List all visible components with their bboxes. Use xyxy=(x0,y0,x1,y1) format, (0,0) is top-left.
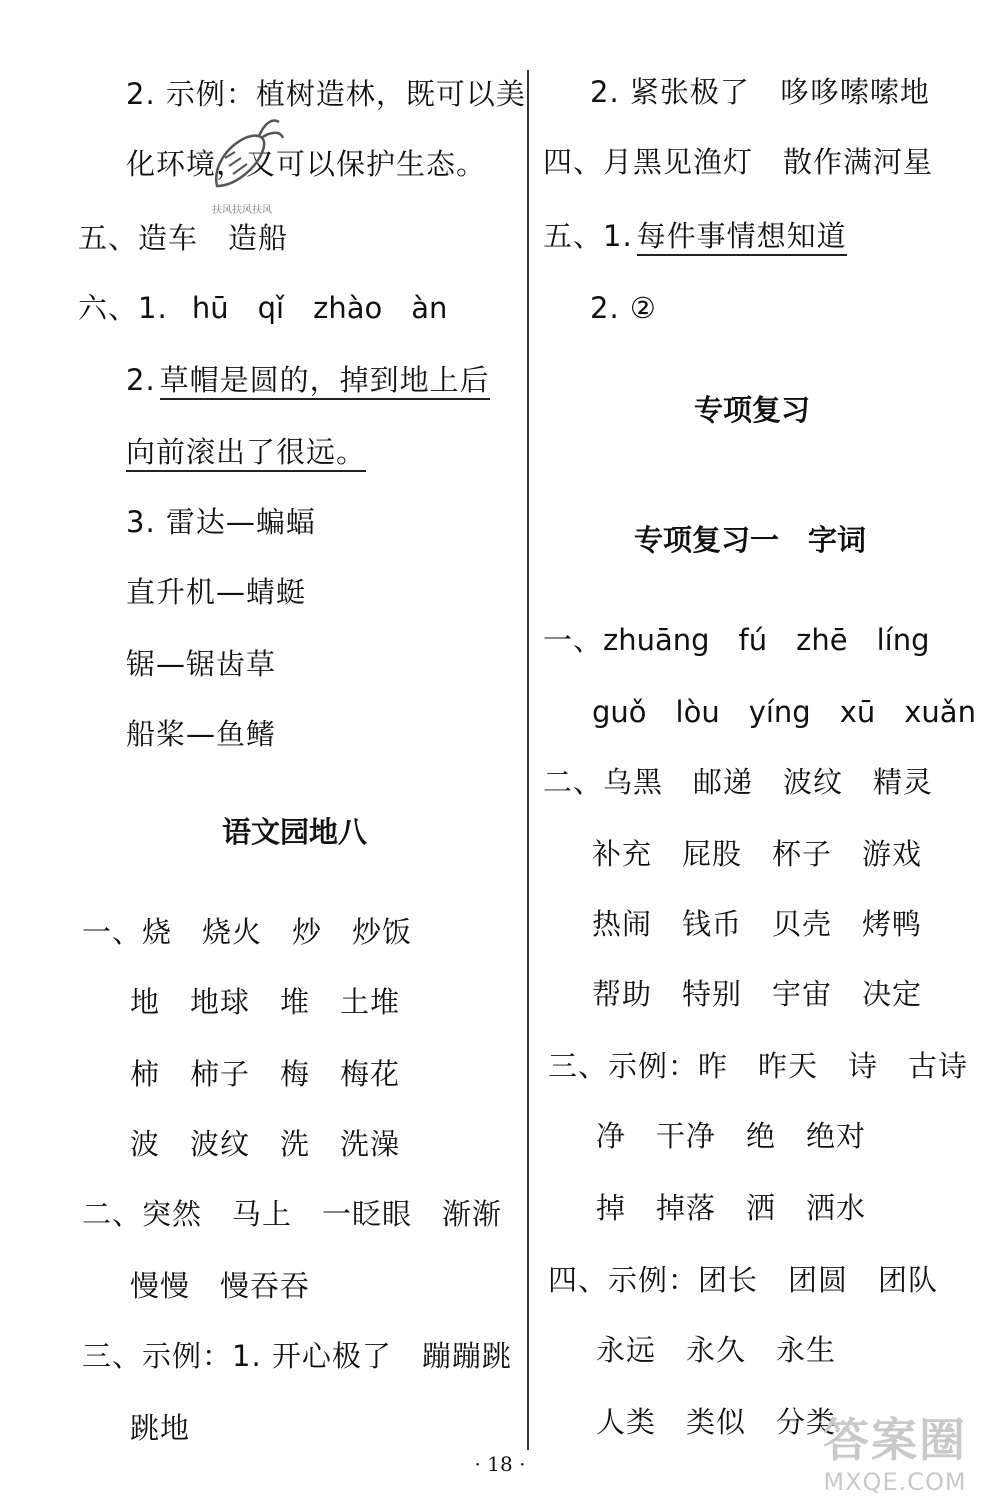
left-line-3: 五、造车 造船 xyxy=(78,221,289,255)
right-line-13: 掉 掉落 洒 洒水 xyxy=(596,1191,867,1225)
left-line-11: 一、烧 烧火 炒 炒饭 xyxy=(82,915,413,949)
left-line-4 xyxy=(78,288,447,328)
left-line-9: 锯—锯齿草 xyxy=(126,647,277,681)
pinyin-answers: hū qǐ zhào àn xyxy=(191,291,448,325)
section-heading-yuwen-yuandi-8: 语文园地八 xyxy=(222,815,368,849)
watermark-cn: 答案圈 xyxy=(823,1413,967,1467)
left-line-15: 二、突然 马上 一眨眼 渐渐 xyxy=(82,1197,503,1231)
right-line-9: 热闹 钱币 贝壳 烤鸭 xyxy=(592,907,923,941)
right-line-3 xyxy=(543,216,847,256)
right-line-4: 2. ② xyxy=(590,291,657,325)
pinyin-row-1: zhuāng fú zhē líng xyxy=(603,623,930,657)
pinyin-row-2: guǒ lòu yíng xū xuǎn xyxy=(592,695,976,729)
watermark-en: MXQE.COM xyxy=(823,1468,967,1496)
left-line-1: 2. 示例：植树造林，既可以美 xyxy=(126,77,526,111)
left-line-12: 地 地球 堆 土堆 xyxy=(130,985,401,1019)
right-line-10: 帮助 特别 宇宙 决定 xyxy=(592,977,923,1011)
left-line-5 xyxy=(126,360,490,400)
left-line-10: 船桨—鱼鳍 xyxy=(126,717,277,751)
right-line-12: 净 干净 绝 绝对 xyxy=(596,1119,867,1153)
page-number: · 18 · xyxy=(474,1452,526,1476)
right-line-16: 人类 类似 分类 xyxy=(596,1405,837,1439)
section-heading-zhuanxiang-fuxi: 专项复习 xyxy=(694,393,811,427)
underlined-answer-right: 每件事情想知道 xyxy=(637,219,847,256)
right-line-8: 补充 屁股 杯子 游戏 xyxy=(592,837,923,871)
left-line-18: 跳地 xyxy=(130,1411,191,1445)
underlined-answer-cont: 向前滚出了很远。 xyxy=(126,435,366,472)
left-line-8: 直升机—蜻蜓 xyxy=(126,575,307,609)
left-line-6 xyxy=(126,432,366,472)
right-line-14: 四、示例：团长 团圆 团队 xyxy=(548,1263,939,1297)
watermark-logo xyxy=(800,1412,990,1504)
right-line-5 xyxy=(543,620,930,660)
column-divider xyxy=(527,70,529,1450)
right-line-15: 永远 永久 永生 xyxy=(596,1333,837,1367)
right-line-11: 三、示例：昨 昨天 诗 古诗 xyxy=(548,1049,969,1083)
right-line-7: 二、乌黑 邮递 波纹 精灵 xyxy=(543,765,934,799)
section-heading-zhuanxiang-fuxi-1: 专项复习一 字词 xyxy=(634,523,867,557)
item-prefix: 2. xyxy=(126,363,156,397)
question-1-prefix: 一、 xyxy=(543,623,604,657)
left-line-14: 波 波纹 洗 洗澡 xyxy=(130,1127,401,1161)
right-line-1: 2. 紧张极了 哆哆嗦嗦地 xyxy=(590,75,930,109)
left-line-2: 化环境，又可以保护生态。 xyxy=(126,147,487,181)
right-line-2: 四、月黑见渔灯 散作满河星 xyxy=(543,145,934,179)
left-line-16: 慢慢 慢吞吞 xyxy=(130,1269,311,1303)
question-5-prefix: 五、1. xyxy=(543,219,633,253)
left-line-13: 柿 柿子 梅 梅花 xyxy=(130,1057,401,1091)
question-6-prefix: 六、1. xyxy=(78,291,168,325)
stamp-text: 扶风扶风扶风 xyxy=(212,205,272,216)
carrot-sticker-icon xyxy=(205,108,285,198)
underlined-answer: 草帽是圆的，掉到地上后 xyxy=(160,363,490,400)
left-line-17: 三、示例：1. 开心极了 蹦蹦跳 xyxy=(82,1339,512,1373)
left-line-7: 3. 雷达—蝙蝠 xyxy=(126,505,316,539)
